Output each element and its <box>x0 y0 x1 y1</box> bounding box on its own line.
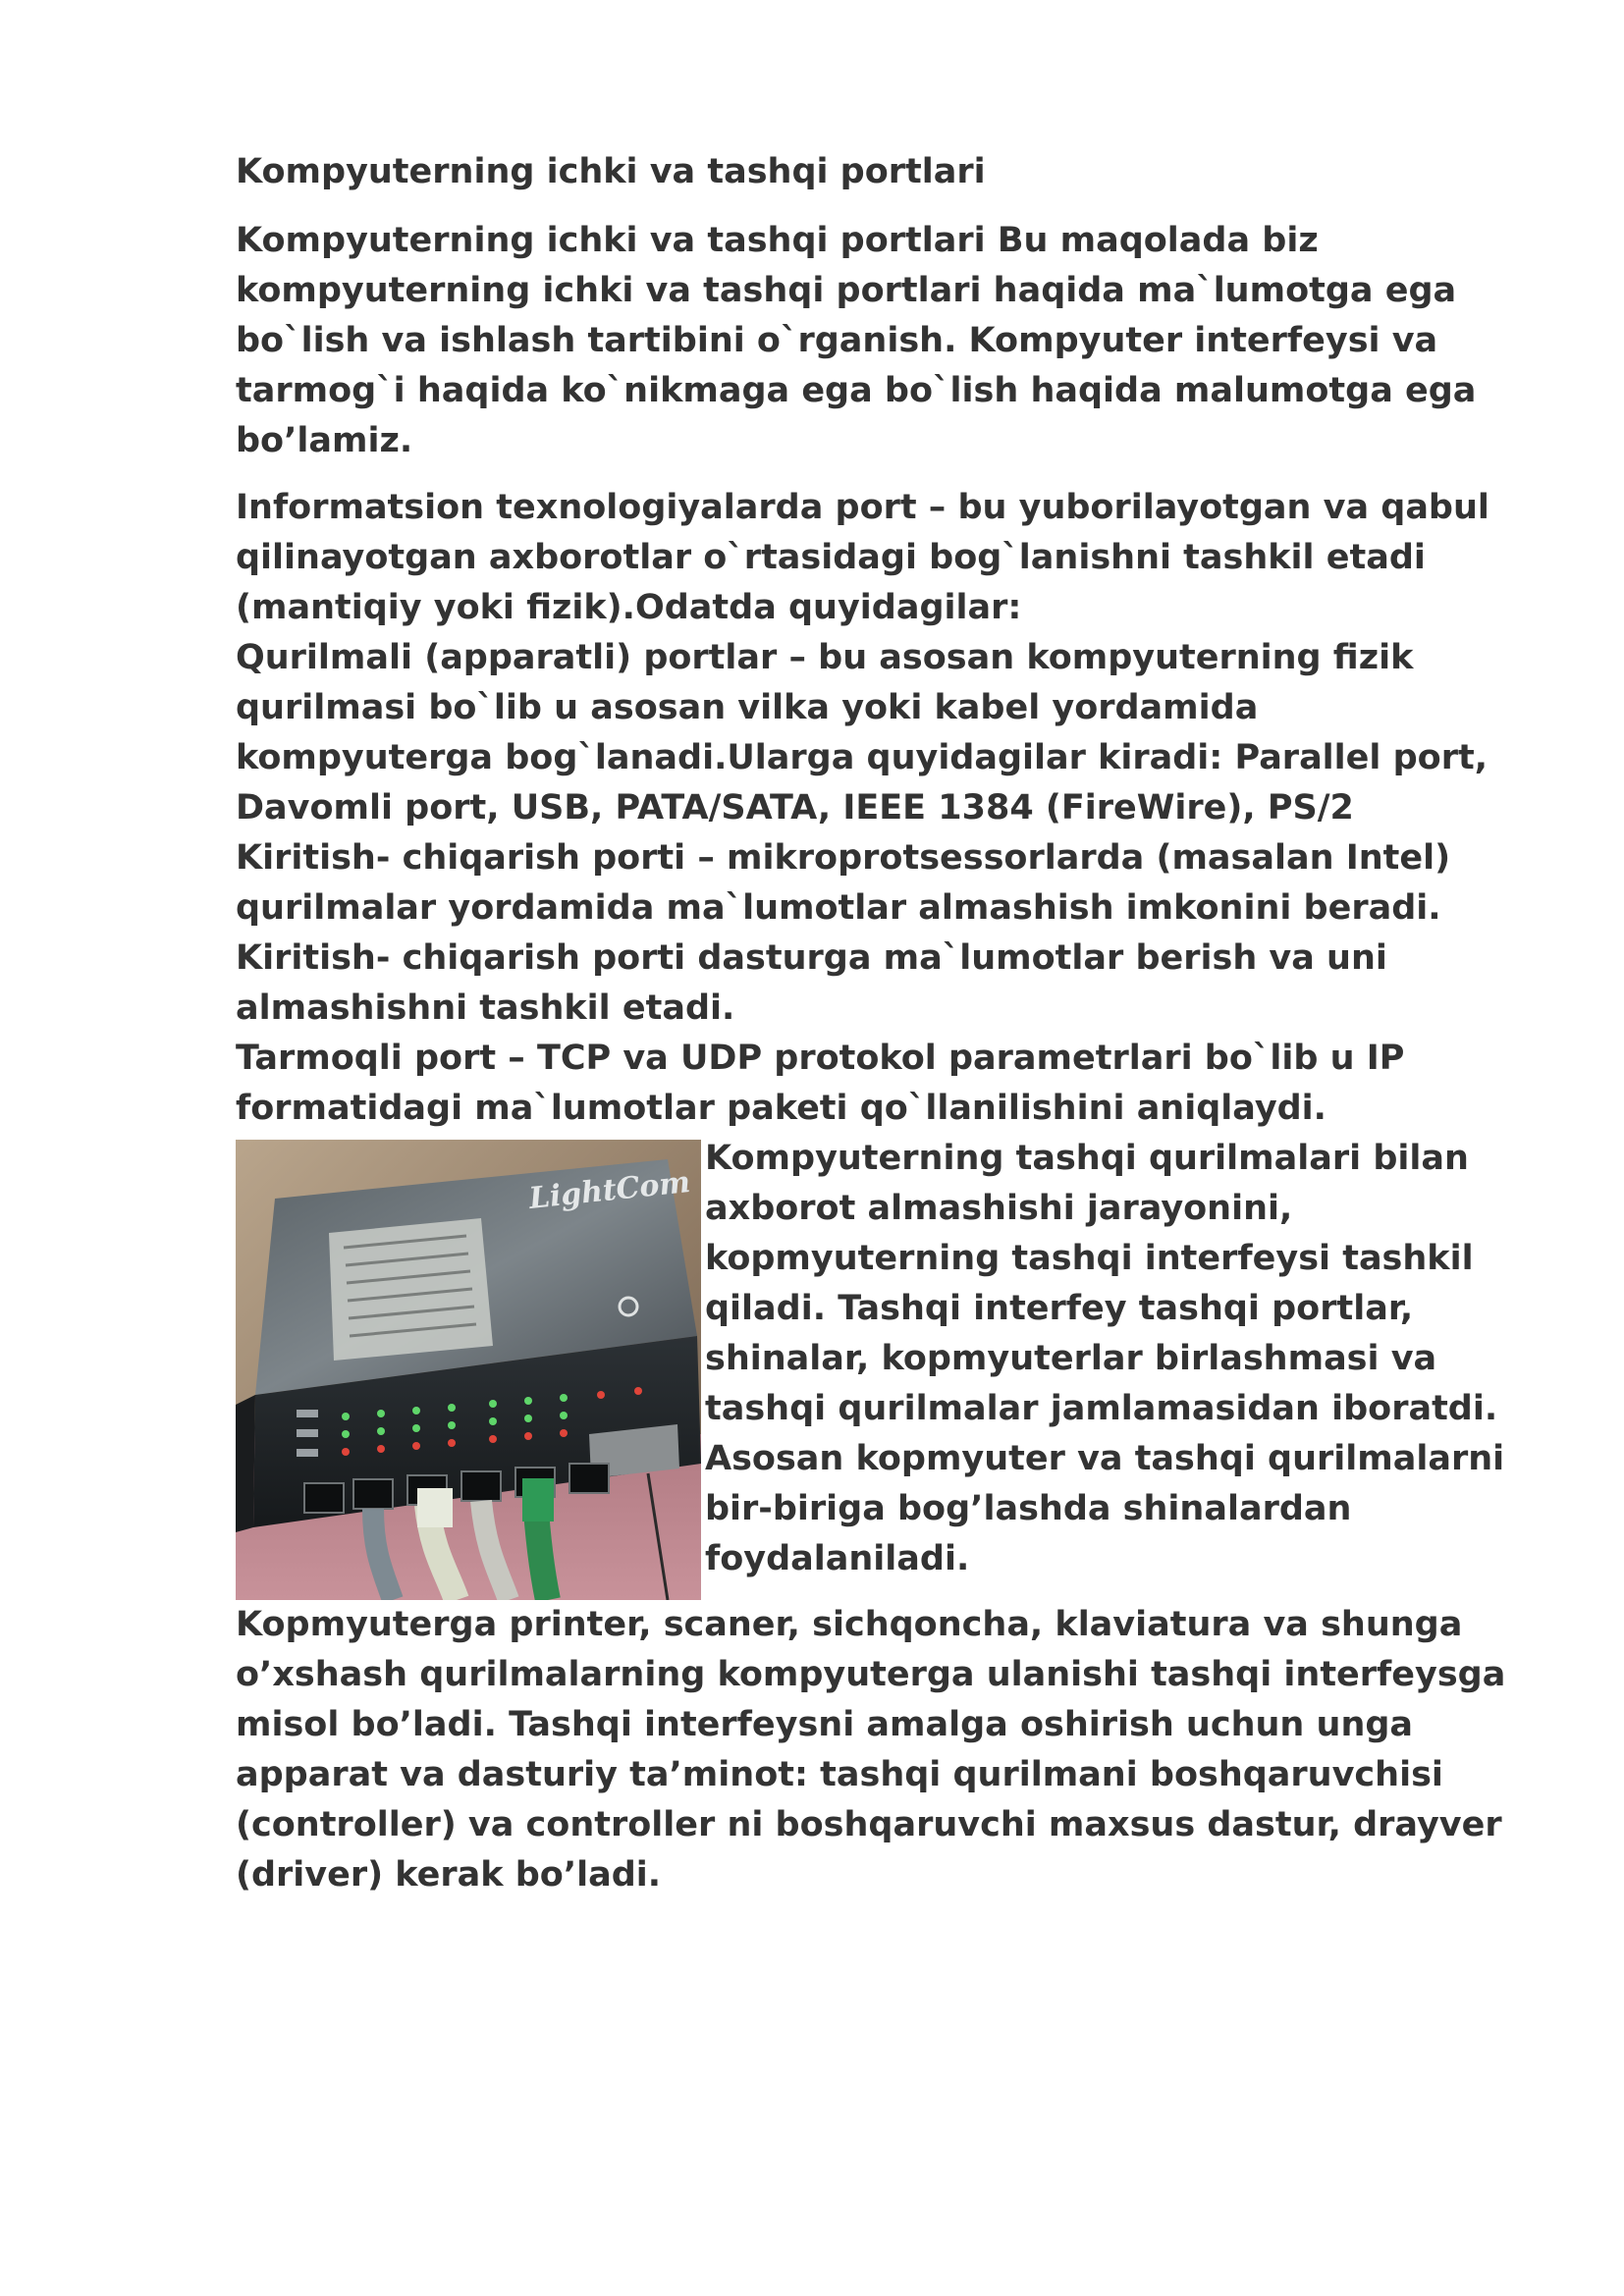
network-port-paragraph: Tarmoqli port – TCP va UDP protokol parametrlari bo`lib u IP formatidagi ma`lumotlar paketi qo`llanilishini aniqlaydi. <box>236 1039 1405 1128</box>
network-switch-illustration <box>236 1140 701 1600</box>
intro-paragraph: Kompyuterning ichki va tashqi portlari Bu maqolada biz kompyuterning ichki va tashqi portlari haqida ma`lumotga ega bo`lish va ishlash tartibini o`rganish. Kompyuter interfeysi va tarmog`i haqida ko`nikmaga ega bo`lish haqida malumotga ega bo’lamiz. <box>236 221 1477 460</box>
port-definition-paragraph: Informatsion texnologiyalarda port – bu yuborilayotgan va qabul qilinayotgan axborotlar o`rtasidagi bog`lanishni tashkil etadi (mantiqiy yoki fizik).Odatda quyidagilar: <box>236 488 1489 627</box>
examples-paragraph: Kopmyuterga printer, scaner, sichqoncha, klaviatura va shunga o’xshash qurilmalarning kompyuterga ulanishi tashqi interfeysga misol bo’ladi. Tashqi interfeysni amalga oshirish uchun unga apparat va dasturiy ta’minot: tashqi qurilmani boshqaruvchisi (controller) va controller ni boshqaruvchi maxsus dastur, drayver (driver) kerak bo’ladi. <box>236 1605 1506 1895</box>
brand-logo-text: LightCom <box>527 1164 692 1216</box>
io-port-paragraph: Kiritish- chiqarish porti – mikroprotsessorlarda (masalan Intel) qurilmalar yordamida ma`lumotlar almashish imkonini beradi. Kiritish- chiqarish porti dasturga ma`lumotlar berish va uni almashishni tashkil etadi. <box>236 838 1451 1028</box>
hardware-ports-paragraph: Qurilmali (apparatli) portlar – bu asosan kompyuterning fizik qurilmasi bo`lib u asosan vilka yoki kabel yordamida kompyuterga bog`lanadi.Ularga quyidagilar kiradi: Parallel port, Davomli port, USB, PATA/SATA, IEEE 1384 (FireWire), PS/2 <box>236 638 1488 828</box>
document-body <box>236 147 1522 1900</box>
network-switch-photo <box>236 1140 701 1600</box>
document-title: Kompyuterning ichki va tashqi portlari <box>236 152 986 191</box>
external-interface-paragraph: Kompyuterning tashqi qurilmalari bilan axborot almashishi jarayonini, kopmyuterning tashqi interfeysi tashkil qiladi. Tashqi interfey tashqi portlar, shinalar, kopmyuterlar birlashmasi va tashqi qurilmalar jamlamasidan iboratdi. Asosan kopmyuter va tashqi qurilmalarni bir-biriga bog’lashda shinalardan foydalaniladi. <box>705 1139 1505 1578</box>
